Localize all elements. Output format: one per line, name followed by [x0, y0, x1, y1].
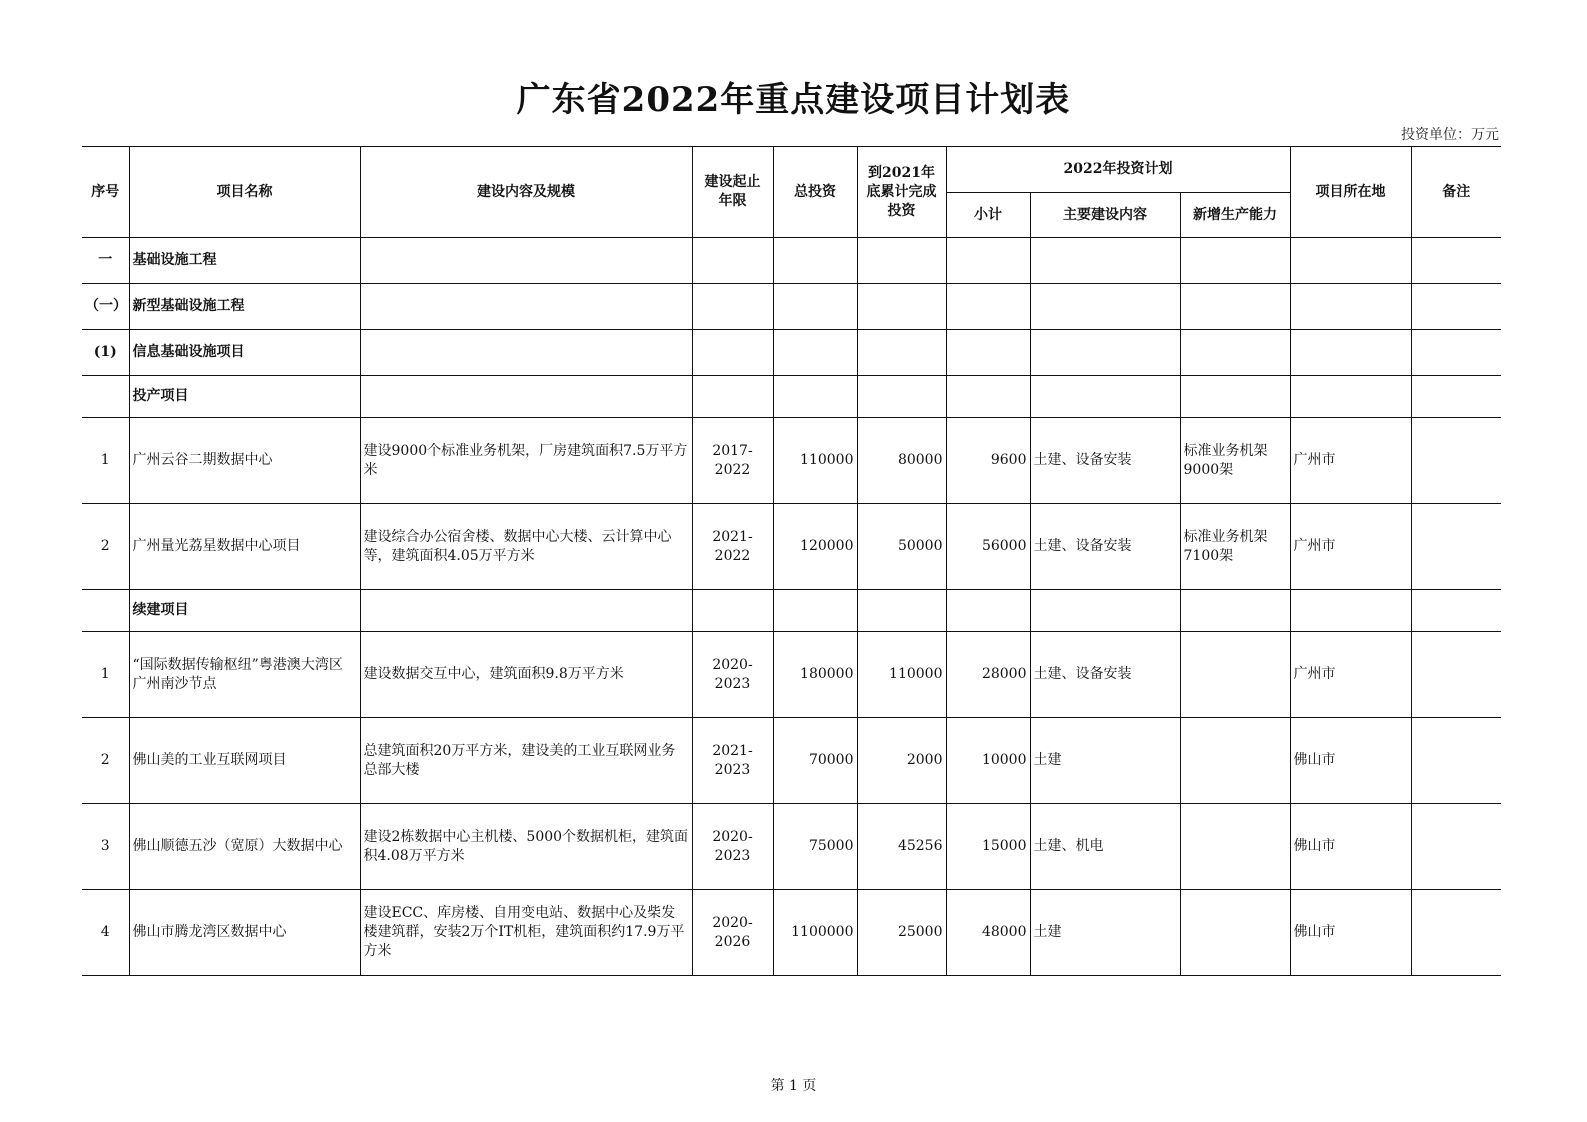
row-total: 180000 — [773, 632, 857, 718]
empty-cell — [692, 238, 773, 284]
section-row — [82, 238, 1501, 284]
header-subtotal: 小计 — [946, 193, 1030, 238]
row-subtotal: 10000 — [946, 718, 1030, 804]
empty-cell — [773, 238, 857, 284]
empty-cell — [1180, 376, 1290, 418]
header-remarks: 备注 — [1411, 147, 1501, 238]
row-cumulative: 45256 — [857, 804, 946, 890]
table-row — [82, 804, 1501, 890]
section-label: 新型基础设施工程 — [129, 284, 360, 330]
row-remarks — [1411, 418, 1501, 504]
investment-unit-note: 投资单位：万元 — [1401, 127, 1499, 143]
empty-cell — [360, 284, 692, 330]
row-total: 1100000 — [773, 890, 857, 976]
row-capacity — [1180, 890, 1290, 976]
row-main-content: 土建、机电 — [1030, 804, 1180, 890]
empty-cell — [1030, 238, 1180, 284]
row-remarks — [1411, 804, 1501, 890]
row-main-content: 土建、设备安装 — [1030, 504, 1180, 590]
row-content: 建设数据交互中心，建筑面积9.8万平方米 — [360, 632, 692, 718]
empty-cell — [1411, 330, 1501, 376]
empty-cell — [1180, 284, 1290, 330]
group-label: 投产项目 — [129, 376, 360, 418]
row-seq: 4 — [82, 890, 129, 976]
header-capacity: 新增生产能力 — [1180, 193, 1290, 238]
row-remarks — [1411, 718, 1501, 804]
row-name: 佛山顺德五沙（宽原）大数据中心 — [129, 804, 360, 890]
row-capacity — [1180, 804, 1290, 890]
row-name: 广州云谷二期数据中心 — [129, 418, 360, 504]
row-subtotal: 28000 — [946, 632, 1030, 718]
header-plan2022: 2022年投资计划 — [946, 147, 1290, 193]
row-period: 2020-2026 — [692, 890, 773, 976]
row-total: 110000 — [773, 418, 857, 504]
header-period: 建设起止年限 — [692, 147, 773, 238]
row-total: 120000 — [773, 504, 857, 590]
row-subtotal: 56000 — [946, 504, 1030, 590]
row-remarks — [1411, 504, 1501, 590]
empty-cell — [1030, 376, 1180, 418]
header-content: 建设内容及规模 — [360, 147, 692, 238]
empty-cell — [946, 330, 1030, 376]
empty-cell — [1180, 330, 1290, 376]
row-period: 2020-2023 — [692, 804, 773, 890]
empty-cell — [1290, 238, 1411, 284]
empty-cell — [1030, 284, 1180, 330]
empty-cell — [857, 376, 946, 418]
header-total: 总投资 — [773, 147, 857, 238]
empty-cell — [1290, 376, 1411, 418]
empty-cell — [1411, 376, 1501, 418]
empty-cell — [946, 238, 1030, 284]
empty-cell — [360, 330, 692, 376]
page-number: 第 1 页 — [770, 1078, 817, 1094]
group-row — [82, 590, 1501, 632]
empty-cell — [946, 284, 1030, 330]
empty-cell — [692, 590, 773, 632]
table-row — [82, 504, 1501, 590]
row-content: 建设综合办公宿舍楼、数据中心大楼、云计算中心等，建筑面积4.05万平方米 — [360, 504, 692, 590]
empty-cell — [773, 330, 857, 376]
row-period: 2020-2023 — [692, 632, 773, 718]
empty-cell — [946, 590, 1030, 632]
section-seq: (1) — [82, 330, 129, 376]
row-content: 建设ECC、库房楼、自用变电站、数据中心及柴发楼建筑群，安装2万个IT机柜，建筑面积约17.9万平方米 — [360, 890, 692, 976]
row-location: 佛山市 — [1290, 718, 1411, 804]
empty-cell — [1290, 284, 1411, 330]
row-main-content: 土建、设备安装 — [1030, 632, 1180, 718]
empty-cell — [857, 330, 946, 376]
row-remarks — [1411, 890, 1501, 976]
section-seq: （一） — [82, 284, 129, 330]
row-cumulative: 50000 — [857, 504, 946, 590]
row-seq: 1 — [82, 632, 129, 718]
row-seq: 1 — [82, 418, 129, 504]
row-cumulative: 110000 — [857, 632, 946, 718]
table-row — [82, 718, 1501, 804]
project-plan-table — [82, 146, 1501, 976]
empty-cell — [1030, 590, 1180, 632]
table-body — [82, 238, 1501, 976]
section-seq: 一 — [82, 238, 129, 284]
section-label: 基础设施工程 — [129, 238, 360, 284]
empty-cell — [773, 284, 857, 330]
row-location: 广州市 — [1290, 504, 1411, 590]
row-cumulative: 80000 — [857, 418, 946, 504]
empty-cell — [360, 238, 692, 284]
row-main-content: 土建 — [1030, 718, 1180, 804]
row-location: 广州市 — [1290, 418, 1411, 504]
group-seq — [82, 590, 129, 632]
empty-cell — [1290, 330, 1411, 376]
row-content: 建设9000个标准业务机架，厂房建筑面积7.5万平方米 — [360, 418, 692, 504]
empty-cell — [773, 376, 857, 418]
table-row — [82, 418, 1501, 504]
row-name: 佛山美的工业互联网项目 — [129, 718, 360, 804]
section-label: 信息基础设施项目 — [129, 330, 360, 376]
row-seq: 3 — [82, 804, 129, 890]
header-main-content: 主要建设内容 — [1030, 193, 1180, 238]
row-remarks — [1411, 632, 1501, 718]
empty-cell — [692, 330, 773, 376]
empty-cell — [692, 284, 773, 330]
empty-cell — [1180, 590, 1290, 632]
header-name: 项目名称 — [129, 147, 360, 238]
row-capacity: 标准业务机架7100架 — [1180, 504, 1290, 590]
row-location: 佛山市 — [1290, 804, 1411, 890]
empty-cell — [773, 590, 857, 632]
row-content: 总建筑面积20万平方米，建设美的工业互联网业务总部大楼 — [360, 718, 692, 804]
empty-cell — [1411, 238, 1501, 284]
row-location: 广州市 — [1290, 632, 1411, 718]
row-total: 75000 — [773, 804, 857, 890]
page-title: 广东省2022年重点建设项目计划表 — [516, 80, 1071, 120]
table-row — [82, 632, 1501, 718]
table-row — [82, 890, 1501, 976]
row-content: 建设2栋数据中心主机楼、5000个数据机柜，建筑面积4.08万平方米 — [360, 804, 692, 890]
empty-cell — [857, 238, 946, 284]
row-total: 70000 — [773, 718, 857, 804]
row-period: 2021-2022 — [692, 504, 773, 590]
empty-cell — [1411, 284, 1501, 330]
empty-cell — [360, 590, 692, 632]
row-main-content: 土建 — [1030, 890, 1180, 976]
empty-cell — [1030, 330, 1180, 376]
header-location: 项目所在地 — [1290, 147, 1411, 238]
header-cumulative: 到2021年底累计完成投资 — [857, 147, 946, 238]
header-seq: 序号 — [82, 147, 129, 238]
row-cumulative: 2000 — [857, 718, 946, 804]
row-name: 佛山市腾龙湾区数据中心 — [129, 890, 360, 976]
row-capacity: 标准业务机架9000架 — [1180, 418, 1290, 504]
row-cumulative: 25000 — [857, 890, 946, 976]
section-row — [82, 330, 1501, 376]
row-period: 2021-2023 — [692, 718, 773, 804]
row-subtotal: 9600 — [946, 418, 1030, 504]
row-subtotal: 15000 — [946, 804, 1030, 890]
row-subtotal: 48000 — [946, 890, 1030, 976]
group-row — [82, 376, 1501, 418]
empty-cell — [360, 376, 692, 418]
row-capacity — [1180, 632, 1290, 718]
section-row — [82, 284, 1501, 330]
row-main-content: 土建、设备安装 — [1030, 418, 1180, 504]
empty-cell — [1290, 590, 1411, 632]
row-seq: 2 — [82, 718, 129, 804]
row-capacity — [1180, 718, 1290, 804]
empty-cell — [857, 284, 946, 330]
empty-cell — [692, 376, 773, 418]
empty-cell — [857, 590, 946, 632]
group-label: 续建项目 — [129, 590, 360, 632]
row-location: 佛山市 — [1290, 890, 1411, 976]
row-name: “国际数据传输枢纽”粤港澳大湾区广州南沙节点 — [129, 632, 360, 718]
row-seq: 2 — [82, 504, 129, 590]
empty-cell — [1180, 238, 1290, 284]
empty-cell — [946, 376, 1030, 418]
row-name: 广州量光荔星数据中心项目 — [129, 504, 360, 590]
group-seq — [82, 376, 129, 418]
empty-cell — [1411, 590, 1501, 632]
row-period: 2017-2022 — [692, 418, 773, 504]
